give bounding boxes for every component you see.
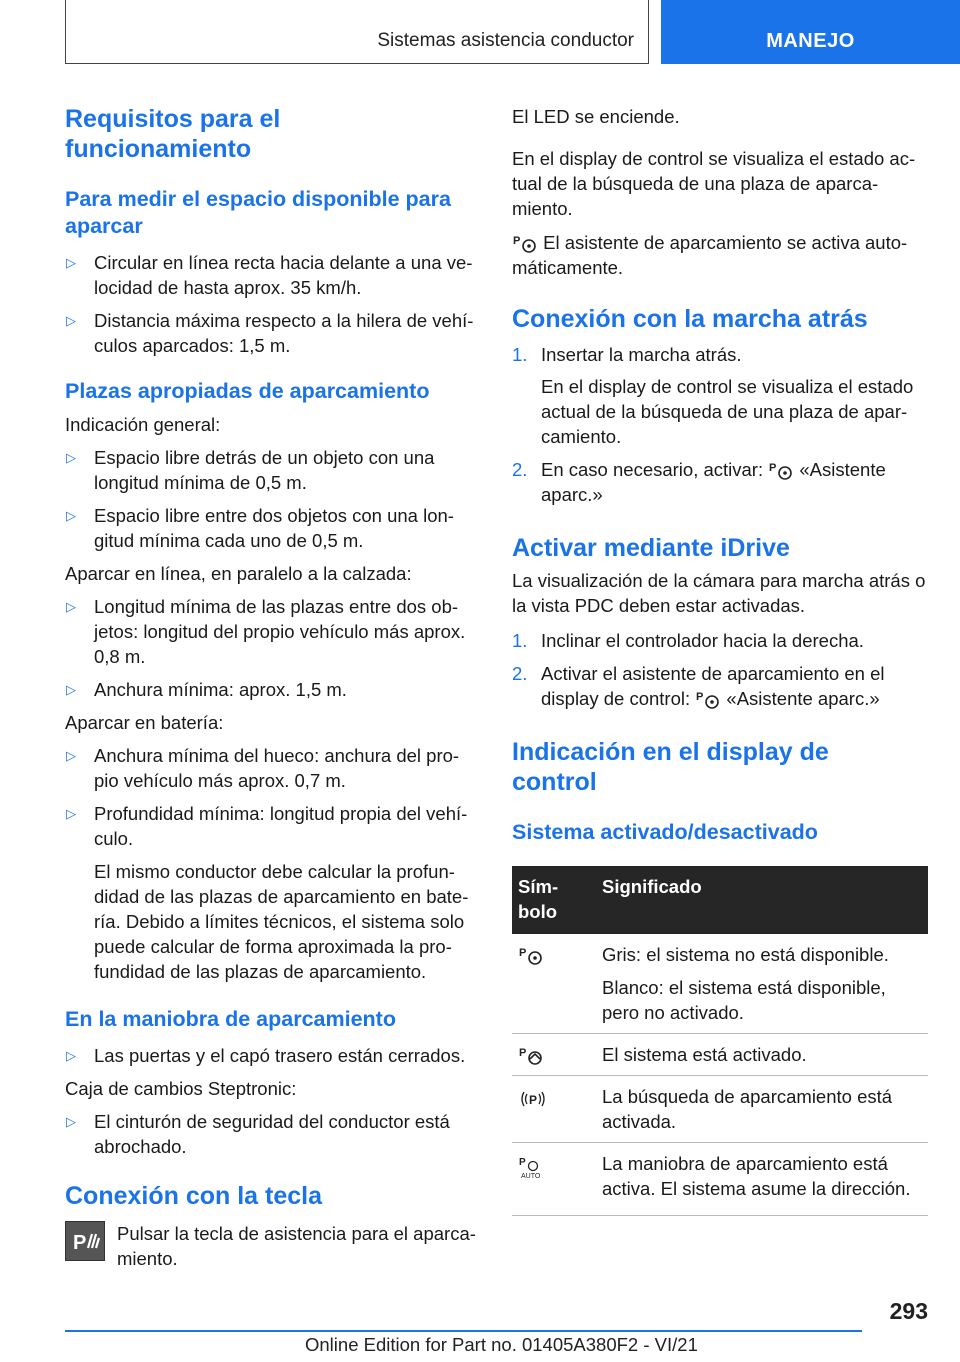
svg-text:P: P [519, 1047, 527, 1060]
bullet-triangle-icon: ▷ [66, 508, 76, 523]
svg-text:P: P [769, 462, 777, 475]
svg-text:P: P [513, 235, 521, 248]
table-header-meaning: Significado [596, 866, 928, 934]
heading-maniobra: En la maniobra de aparcamiento [65, 1007, 396, 1031]
list-item: ▷ El cinturón de seguridad del conductor está abrochado. [66, 1111, 450, 1157]
step-item: 1. Inclinar el controlador hacia la derecha. [512, 630, 864, 652]
display-text: En el display de control se visualiza el estado actual de la búsqueda de una plaza de aparcamiento. [512, 148, 916, 219]
left-column [65, 104, 477, 1271]
footer-edition: Online Edition for Part no. 01405A380F2 - VI/21 [305, 1334, 698, 1355]
parking-auto-icon [518, 1155, 544, 1180]
list-item: ▷ Distancia máxima respecto a la hilera de vehículos aparcados: 1,5 m. [66, 310, 474, 356]
svg-text:P: P [696, 691, 704, 704]
heading-plazas: Plazas apropiadas de aparcamiento [65, 379, 430, 403]
heading-conexion-tecla: Conexión con la tecla [65, 1182, 323, 1210]
step-item: 2. En caso necesario, activar: P «Asistente aparc.» [512, 459, 886, 506]
svg-text:P: P [519, 1156, 526, 1168]
svg-text:P: P [519, 947, 527, 960]
bullet-triangle-icon: ▷ [66, 806, 76, 821]
header-chapter-label: MANEJO [766, 30, 855, 52]
bateria-note: El mismo conductor debe calcular la profundidad de las plazas de aparcamiento en batería. Debido a límites técnicos, el sistema solo puede calcular de forma aproximada la profundidad de las plazas de aparcamiento. [94, 861, 469, 982]
table-row: P El sistema está activado. [512, 1034, 928, 1076]
svg-text:P: P [529, 1092, 538, 1107]
bullet-triangle-icon: ▷ [66, 450, 76, 465]
list-item: ▷ Espacio libre detrás de un objeto con una longitud mínima de 0,5 m. [66, 447, 435, 493]
heading-activar-idrive: Activar mediante iDrive [512, 534, 790, 563]
label-steptronic: Caja de cambios Steptronic: [65, 1078, 297, 1099]
parking-assist-icon[interactable] [695, 689, 721, 711]
list-item: ▷ Anchura mínima del hueco: anchura del propio vehículo más aprox. 0,7 m. [66, 745, 460, 791]
bullet-triangle-icon: ▷ [66, 748, 76, 763]
idrive-text: La visualización de la cámara para marcha atrás o la vista PDC deben estar activadas. [512, 570, 926, 617]
list-item: ▷ Anchura mínima: aprox. 1,5 m. [66, 679, 347, 700]
step-sub: En el display de control se visualiza el estado actual de la búsqueda de una plaza de aparcamiento. [541, 376, 914, 448]
right-column [512, 104, 928, 1216]
parking-assist-icon[interactable] [768, 460, 794, 482]
heading-requisitos: Requisitos para el funcionamiento [65, 105, 281, 163]
table-row: P Gris: el sistema no está disponible. Blanco: el sistema está disponible, pero no activado. [512, 934, 928, 1034]
header-section-title: Sistemas asistencia conductor [377, 30, 634, 51]
list-item: ▷ Espacio libre entre dos objetos con una longitud mínima cada uno de 0,5 m. [66, 505, 454, 551]
list-item: ▷ Longitud mínima de las plazas entre dos objetos: longitud del propio vehículo más aprox. 0,8 m. [66, 596, 466, 667]
parking-search-icon [518, 1088, 548, 1110]
heading-indicacion-display: Indicación en el display de control [512, 738, 829, 797]
label-aparcar-bateria: Aparcar en batería: [65, 712, 224, 733]
table-header-symbol: Símbolo [512, 866, 596, 934]
bullet-triangle-icon: ▷ [66, 1048, 76, 1063]
footer-divider [65, 1330, 862, 1332]
bullet-triangle-icon: ▷ [66, 1114, 76, 1129]
table-row: P La búsqueda de aparcamiento está activada. [512, 1076, 928, 1143]
list-item: ▷ Profundidad mínima: longitud propia del vehículo. [66, 803, 468, 849]
page-number: 293 [889, 1298, 928, 1324]
parking-assist-active-icon [518, 1045, 544, 1067]
svg-text:P: P [73, 1232, 87, 1254]
header-chapter-tab[interactable] [661, 0, 960, 64]
parking-button-icon [65, 1221, 105, 1261]
list-item: ▷ Circular en línea recta hacia delante a una velocidad de hasta aprox. 35 km/h. [66, 252, 473, 298]
svg-text:AUTO: AUTO [521, 1172, 541, 1180]
tecla-text: Pulsar la tecla de asistencia para el aparcamiento. [117, 1223, 476, 1269]
parking-assist-icon [518, 945, 544, 967]
bullet-triangle-icon: ▷ [66, 313, 76, 328]
symbol-table [512, 866, 928, 1216]
led-text: El LED se enciende. [512, 106, 680, 127]
header-section-box [65, 0, 649, 64]
step-item: 2. Activar el asistente de aparcamiento en el display de control: P «Asistente aparc.» [512, 661, 928, 711]
bullet-triangle-icon: ▷ [66, 599, 76, 614]
step-item: 1. Insertar la marcha atrás. [512, 344, 742, 366]
table-row: P AUTO La maniobra de aparcamiento está activa. El sistema asume la dirección. [512, 1143, 928, 1216]
heading-medir-espacio: Para medir el espacio disponible para aparcar [65, 187, 451, 238]
parking-assist-icon [512, 233, 538, 255]
bullet-triangle-icon: ▷ [66, 255, 76, 270]
heading-sistema-activado: Sistema activado/desactivado [512, 820, 818, 845]
auto-text: P El asistente de aparcamiento se activa automáticamente. [512, 232, 908, 279]
bullet-triangle-icon: ▷ [66, 682, 76, 697]
heading-conexion-marcha: Conexión con la marcha atrás [512, 305, 868, 334]
list-item: ▷ Las puertas y el capó trasero están cerrados. [66, 1045, 466, 1066]
label-aparcar-linea: Aparcar en línea, en paralelo a la calzada: [65, 563, 412, 584]
label-indicacion-general: Indicación general: [65, 414, 221, 435]
